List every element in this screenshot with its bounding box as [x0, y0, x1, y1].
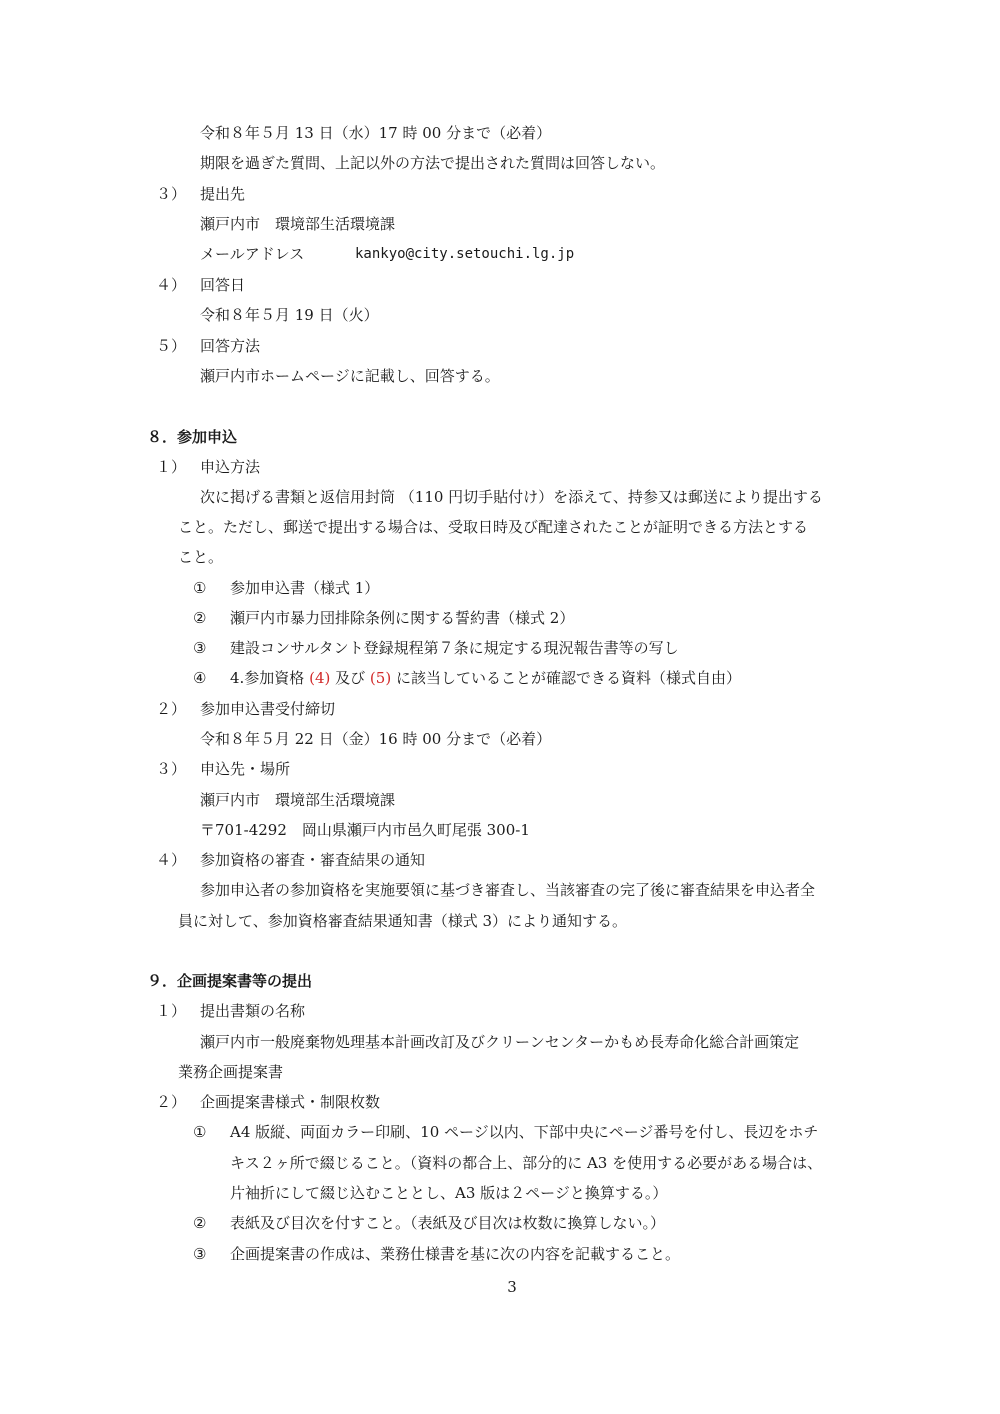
- list-marker: ③: [193, 639, 207, 657]
- item-number: ３）: [156, 185, 187, 203]
- item-number: ３）: [156, 760, 187, 778]
- paragraph-line: 次に掲げる書類と返信用封筒 （110 円切手貼付け）を添えて、持参又は郵送により提出する: [200, 488, 823, 506]
- list-item: [230, 668, 741, 688]
- paragraph-line: 業務企画提案書: [178, 1063, 284, 1081]
- item-label: 申込先・場所: [200, 760, 291, 778]
- item-label: 提出先: [200, 185, 246, 203]
- item-number: ４）: [156, 851, 187, 869]
- email-link[interactable]: kankyo@city.setouchi.lg.jp: [355, 246, 575, 262]
- list-item: 片袖折にして綴じ込むこととし、A3 版は２ページと換算する。）: [230, 1184, 668, 1202]
- item-label: 企画提案書様式・制限枚数: [200, 1093, 381, 1111]
- item-label: 参加資格の審査・審査結果の通知: [200, 851, 426, 869]
- list-item: 表紙及び目次を付すこと。（表紙及び目次は枚数に換算しない。）: [230, 1214, 666, 1232]
- item-label: 回答日: [200, 276, 246, 294]
- paragraph-line: こと。: [178, 548, 224, 566]
- item-number: ５）: [156, 337, 187, 355]
- email-label: メールアドレス: [200, 245, 305, 263]
- list-item: 瀬戸内市暴力団排除条例に関する誓約書（様式 2）: [230, 609, 575, 627]
- item-label: 申込方法: [200, 458, 261, 476]
- answer-date: 令和８年５月 19 日（火）: [200, 306, 379, 324]
- list-item: キス２ヶ所で綴じること。（資料の都合上、部分的に A3 を使用する必要がある場合は、: [230, 1154, 823, 1172]
- section-title: ９．企画提案書等の提出: [147, 972, 313, 990]
- item-number: １）: [156, 1002, 187, 1020]
- item-label: 参加申込書受付締切: [200, 700, 336, 718]
- list-marker: ②: [193, 1214, 207, 1232]
- page-number: 3: [507, 1278, 517, 1296]
- list-item-text: 及び: [335, 669, 366, 687]
- paragraph-line: 員に対して、参加資格審査結果通知書（様式 3）により通知する。: [178, 912, 628, 930]
- office-name: 瀬戸内市 環境部生活環境課: [200, 791, 396, 809]
- item-number: １）: [156, 458, 187, 476]
- item-number: ２）: [156, 1093, 187, 1111]
- list-marker: ①: [193, 1123, 207, 1141]
- item-label: 提出書類の名称: [200, 1002, 306, 1020]
- question-deadline: 令和８年５月 13 日（水）17 時 00 分まで（必着）: [200, 124, 552, 142]
- list-marker: ①: [193, 579, 207, 597]
- list-item-text: に該当していることが確認できる資料（様式自由）: [395, 669, 741, 687]
- section-title: ８．参加申込: [147, 428, 238, 446]
- list-marker: ④: [193, 669, 207, 687]
- item-number: ４）: [156, 276, 187, 294]
- list-item-text: 4.参加資格: [230, 669, 305, 687]
- list-item: 建設コンサルタント登録規程第７条に規定する現況報告書等の写し: [230, 639, 679, 657]
- item-number: ２）: [156, 700, 187, 718]
- list-marker: ②: [193, 609, 207, 627]
- paragraph-line: 瀬戸内市一般廃棄物処理基本計画改訂及びクリーンセンターかもめ長寿命化総合計画策定: [200, 1033, 800, 1051]
- list-marker: ③: [193, 1245, 207, 1263]
- list-item: 企画提案書の作成は、業務仕様書を基に次の内容を記載すること。: [230, 1245, 681, 1263]
- office-name: 瀬戸内市 環境部生活環境課: [200, 215, 396, 233]
- deadline-date: 令和８年５月 22 日（金）16 時 00 分まで（必着）: [200, 730, 552, 748]
- list-item: A4 版縦、両面カラー印刷、10 ページ以内、下部中央にページ番号を付し、長辺をホチ: [230, 1123, 819, 1141]
- reference-highlight: (4): [309, 669, 331, 687]
- item-label: 回答方法: [200, 337, 261, 355]
- paragraph-line: こと。ただし、郵送で提出する場合は、受取日時及び配達されたことが証明できる方法とする: [178, 518, 809, 536]
- postal-address: 〒701-4292 岡山県瀬戸内市邑久町尾張 300-1: [200, 821, 530, 839]
- list-item: 参加申込書（様式 1）: [230, 579, 380, 597]
- reference-highlight: (5): [369, 669, 392, 687]
- paragraph-line: 参加申込者の参加資格を実施要領に基づき審査し、当該審査の完了後に審査結果を申込者全: [200, 881, 816, 899]
- answer-method: 瀬戸内市ホームページに記載し、回答する。: [200, 367, 500, 385]
- question-notice: 期限を過ぎた質問、上記以外の方法で提出された質問は回答しない。: [200, 154, 666, 172]
